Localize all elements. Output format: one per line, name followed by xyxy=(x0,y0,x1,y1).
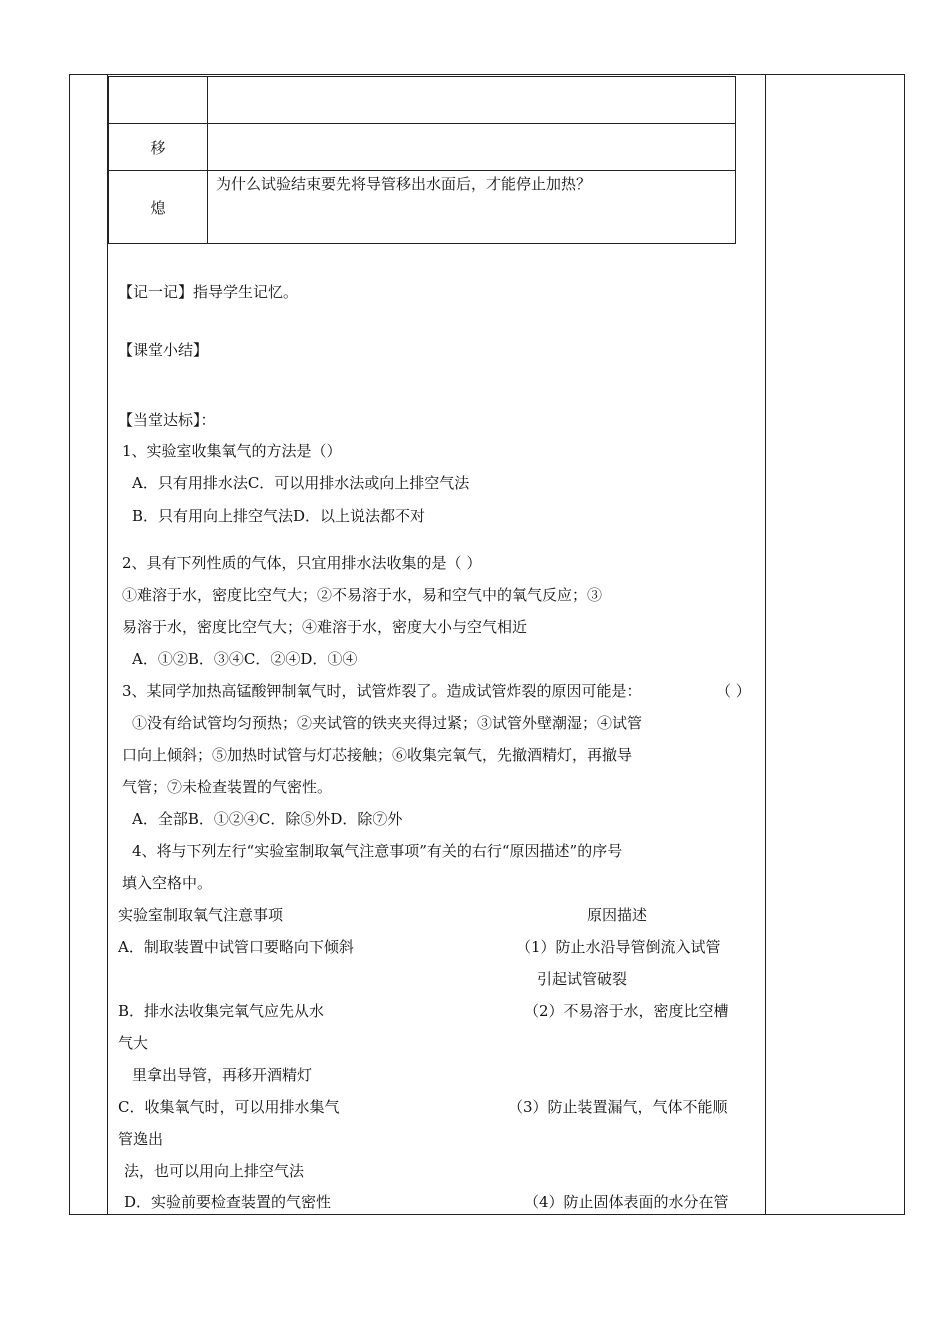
q4-item-3-right: （3）防止装置漏气，气体不能顺 xyxy=(508,1098,728,1116)
q3-paren: （ ） xyxy=(716,682,751,700)
q4-right-header: 原因描述 xyxy=(587,906,648,924)
q4-item-1-right-cont: 引起试管破裂 xyxy=(537,970,628,988)
q4-item-b-left: B．排水法收集完氧气应先从水 xyxy=(118,1002,325,1020)
q3-stem: 3、某同学加热高锰酸钾制氧气时，试管炸裂了。造成试管炸裂的原因可能是： xyxy=(122,682,642,700)
q4-item-d-left: D．实验前要检查装置的气密性 xyxy=(124,1193,332,1211)
q4-item-c-left: C．收集氧气时，可以用排水集气 xyxy=(118,1098,340,1116)
q2-line1: ①难溶于水，密度比空气大；②不易溶于水，易和空气中的氧气反应；③ xyxy=(122,586,603,604)
q2-options: A．①②B．③④C．②④D．①④ xyxy=(132,650,358,668)
q4-item-2-right: （2）不易溶于水，密度比空槽 xyxy=(524,1002,729,1020)
q3-line1: ①没有给试管均匀预热；②夹试管的铁夹夹得过紧；③试管外壁潮湿；④试管 xyxy=(132,714,643,732)
row3-content: 为什么试验结束要先将导管移出水面后，才能停止加热？ xyxy=(208,171,736,244)
right-column-divider xyxy=(765,74,766,1214)
section-remember: 【记一记】指导学生记忆。 xyxy=(118,283,299,301)
q1-stem: 1、实验室收集氧气的方法是（） xyxy=(122,442,342,460)
q4-item-c-left-cont: 法，也可以用向上排空气法 xyxy=(124,1162,305,1180)
q4-item-4-right: （4）防止固体表面的水分在管 xyxy=(524,1193,729,1211)
q4-item-1-right: （1）防止水沿导管倒流入试管 xyxy=(516,938,721,956)
q4-item-3-right-cont: 管逸出 xyxy=(118,1130,164,1148)
q2-line2: 易溶于水，密度比空气大；④难溶于水，密度大小与空气相近 xyxy=(122,618,528,636)
q4-item-a-left: A．制取装置中试管口要略向下倾斜 xyxy=(118,938,354,956)
row3-label: 熄 xyxy=(109,171,208,244)
q3-line2: 口向上倾斜；⑤加热时试管与灯芯接触；⑥收集完氧气，先撤酒精灯，再撤导 xyxy=(122,746,633,764)
q1-option-b: B．只有用向上排空气法D．以上说法都不对 xyxy=(132,507,426,525)
outer-table-bottom xyxy=(69,1214,904,1215)
q4-item-2-right-cont: 气大 xyxy=(118,1034,149,1052)
section-practice: 【当堂达标】： xyxy=(118,411,216,429)
section-summary: 【课堂小结】 xyxy=(118,341,209,359)
row2-label: 移 xyxy=(109,124,208,171)
q4-item-b-left-cont: 里拿出导管，再移开酒精灯 xyxy=(132,1066,313,1084)
inner-step-table xyxy=(108,76,736,244)
q3-line3: 气管；⑦未检查装置的气密性。 xyxy=(122,778,333,796)
q4-stem: 4、将与下列左行“实验室制取氧气注意事项”有关的右行“原因描述”的序号 xyxy=(132,842,623,860)
q4-stem2: 填入空格中。 xyxy=(122,874,213,892)
q4-left-header: 实验室制取氧气注意事项 xyxy=(118,906,284,924)
q3-options: A．全部B．①②④C．除⑤外D．除⑦外 xyxy=(132,810,403,828)
q2-stem: 2、具有下列性质的气体，只宜用排水法收集的是（ ） xyxy=(122,554,482,572)
row1-label xyxy=(109,77,208,124)
row1-content xyxy=(208,77,736,124)
row2-content xyxy=(208,124,736,171)
outer-table-frame xyxy=(69,74,905,1215)
left-column-divider xyxy=(107,74,108,1214)
q1-option-a: A．只有用排水法C．可以用排水法或向上排空气法 xyxy=(132,474,470,492)
